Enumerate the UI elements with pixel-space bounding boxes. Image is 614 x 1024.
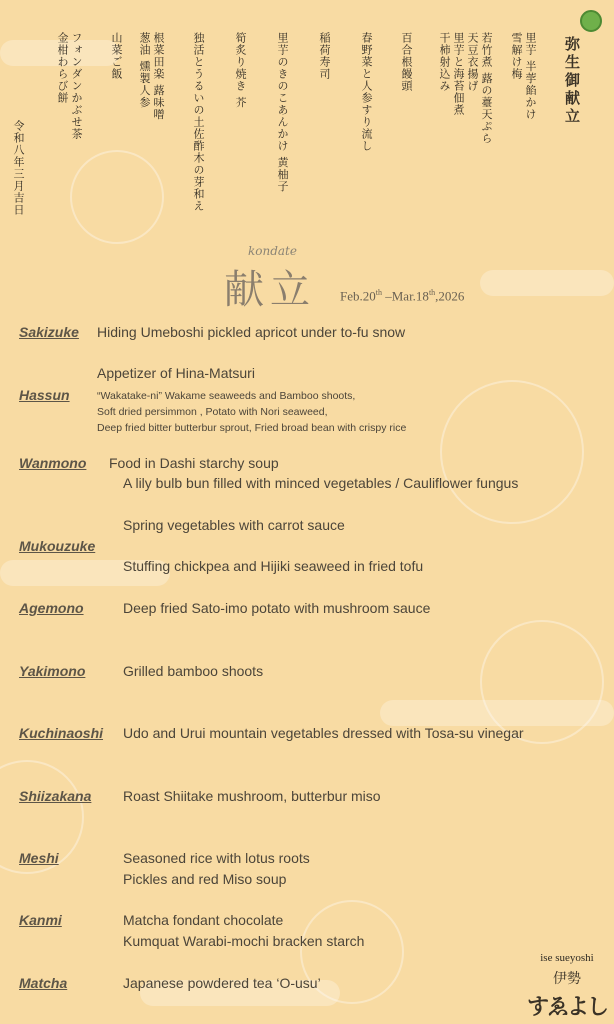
menu-date: Feb.20th –Mar.18th,2026 [340,288,465,304]
course-shiizakana: Shiizakana [19,788,92,804]
japanese-line: 若竹煮 蕗の薹天ぷら [480,32,493,145]
dish-text: Roast Shiitake mushroom, butterbur miso [123,788,381,804]
course-meshi: Meshi [19,850,59,866]
japanese-line: 稲荷寿司 [318,32,331,80]
dish-text: Matcha fondant chocolate [123,912,284,928]
course-matcha: Matcha [19,975,68,991]
course-sakizuke: Sakizuke [19,324,79,340]
japanese-line: 根菜田楽 蕗味噌 [152,32,165,121]
course-mukouzuke: Mukouzuke [19,538,96,554]
japanese-line: 干柿射込み [438,32,451,92]
brand-name-ise: 伊勢 [553,971,581,987]
dish-text: Seasoned rice with lotus roots [123,850,310,866]
dish-text: Grilled bamboo shoots [123,663,264,679]
japanese-line: 山菜ご飯 [110,32,123,80]
course-agemono: Agemono [19,600,84,616]
japanese-line: 独活とうるいの土佐酢木の芽和え [192,32,205,212]
course-wanmono: Wanmono [19,455,87,471]
dish-text: Soft dried persimmon , Potato with Nori seaweed, [97,406,328,418]
dish-text: Deep fried bitter butterbur sprout, Fried broad bean with crispy rice [97,422,407,434]
kondate-kanji: 献立 [224,267,316,313]
japanese-line: 金柑わらび餅 [56,32,69,104]
japanese-line: 春野菜と人参すり流し [360,32,373,152]
japanese-line: 筍炙り焼き 芥 [234,32,247,109]
course-hassun: Hassun [19,387,70,403]
japanese-title: 弥生御献立 [563,36,581,126]
dish-text: Stuffing chickpea and Hijiki seaweed in fried tofu [123,558,424,574]
dish-text: “Wakatake-ni” Wakame seaweeds and Bamboo shoots, [97,390,356,402]
brand-name-en: ise sueyoshi [540,952,594,964]
dish-text: Udo and Urui mountain vegetables dressed with Tosa-su vinegar [123,725,524,741]
dish-text: Kumquat Warabi-mochi bracken starch [123,933,365,949]
dish-text: Deep fried Sato-imo potato with mushroom sauce [123,600,431,616]
japanese-date: 令和八年三月吉日 [12,120,25,216]
dish-text: Hiding Umeboshi pickled apricot under to-fu snow [97,324,406,340]
japanese-line: フォンダンかぶせ茶 [70,32,83,140]
dish-text: Spring vegetables with carrot sauce [123,517,345,533]
dish-text: Appetizer of Hina-Matsuri [97,365,255,381]
japanese-line: 里芋 半荢餡かけ [524,32,537,121]
leaf-logo-icon [580,10,602,32]
dish-text: A lily bulb bun filled with minced vegetables / Cauliflower fungus [123,475,519,491]
course-yakimono: Yakimono [19,663,86,679]
dish-text: Japanese powdered tea ‘O-usu’ [123,975,321,991]
brand-block [527,952,607,1021]
japanese-line: 里芋と海苔佃煮 [452,32,465,116]
kondate-label: kondate [248,244,297,258]
japanese-line: 葱油 燻製人参 [138,32,151,109]
dish-text: Pickles and red Miso soup [123,871,287,887]
japanese-line: 天豆衣揚げ [466,32,479,92]
course-kuchinaoshi: Kuchinaoshi [19,725,104,741]
japanese-line: 雪解け梅 [510,32,523,80]
course-kanmi: Kanmi [19,912,62,928]
japanese-line: 里芋のきのこあんかけ 黄柚子 [276,32,289,193]
japanese-line: 百合根饅頭 [400,32,413,92]
brand-name-jp: すゑよし [527,994,608,1020]
dish-text: Food in Dashi starchy soup [109,455,279,471]
